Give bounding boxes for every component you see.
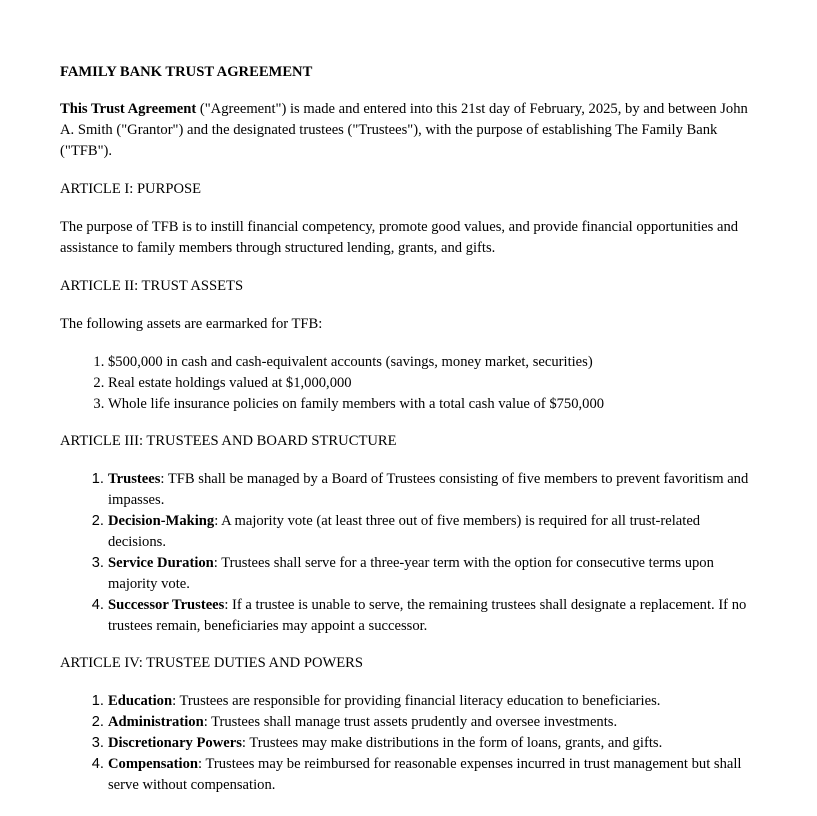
list-item bbox=[108, 553, 757, 595]
list-item: 1. $500,000 in cash and cash-equivalent accounts (savings, money market, securities) bbox=[108, 352, 757, 373]
article-3-heading: ARTICLE III: TRUSTEES AND BOARD STRUCTURE bbox=[60, 433, 397, 449]
list-item bbox=[108, 712, 757, 733]
list-item-text: : TFB shall be managed by a Board of Trustees consisting of five members to prevent favoritism and impasses. bbox=[108, 471, 749, 508]
list-item bbox=[108, 733, 757, 754]
list-item-term: Administration bbox=[108, 714, 204, 730]
board-structure-list bbox=[60, 469, 757, 637]
list-item: 3. Whole life insurance policies on family members with a total cash value of $750,000 bbox=[108, 394, 757, 415]
document-title: FAMILY BANK TRUST AGREEMENT bbox=[60, 64, 313, 80]
list-item-term: Service Duration bbox=[108, 555, 214, 571]
list-item-text: : Trustees may be reimbursed for reasonable expenses incurred in trust management but shall serve without compensation. bbox=[108, 756, 742, 793]
list-item-term: Trustees bbox=[108, 471, 161, 487]
list-item-term: Successor Trustees bbox=[108, 597, 225, 613]
article-1-heading: ARTICLE I: PURPOSE bbox=[60, 181, 202, 197]
duties-powers-list bbox=[60, 691, 757, 796]
article-4-heading: ARTICLE IV: TRUSTEE DUTIES AND POWERS bbox=[60, 655, 364, 671]
list-item-text: : If a trustee is unable to serve, the remaining trustees shall designate a replacement. If no trustees remain, beneficiaries may appoint a successor. bbox=[108, 597, 747, 634]
list-item-text: : Trustees are responsible for providing financial literacy education to beneficiaries. bbox=[172, 693, 661, 709]
intro-paragraph bbox=[60, 99, 757, 162]
article-1-text: The purpose of TFB is to instill financial competency, promote good values, and provide financial opportunities and assistance to family members through structured lending, grants, and gifts. bbox=[60, 219, 739, 256]
intro-lead: This Trust Agreement bbox=[60, 101, 197, 117]
intro-text: ("Agreement") is made and entered into this 21st day of February, 2025, by and between John A. Smith ("Grantor") and the designated trustees ("Trustees"), with the purpose of establishing The Family Bank ("TFB"). bbox=[60, 101, 748, 159]
article-2-heading: ARTICLE II: TRUST ASSETS bbox=[60, 278, 244, 294]
article-2-text: The following assets are earmarked for TFB: bbox=[60, 316, 323, 332]
assets-list bbox=[60, 352, 757, 415]
list-item bbox=[108, 754, 757, 796]
list-item-text: : Trustees shall serve for a three-year term with the option for consecutive terms upon majority vote. bbox=[108, 555, 714, 592]
list-item bbox=[108, 595, 757, 637]
list-item-term: Decision-Making bbox=[108, 513, 215, 529]
list-item-term: Compensation bbox=[108, 756, 199, 772]
list-item-term: Education bbox=[108, 693, 173, 709]
list-item-text: : Trustees may make distributions in the form of loans, grants, and gifts. bbox=[241, 735, 663, 751]
list-item: 2. Real estate holdings valued at $1,000,000 bbox=[108, 373, 757, 394]
list-item bbox=[108, 511, 757, 553]
list-item-text: : Trustees shall manage trust assets prudently and oversee investments. bbox=[203, 714, 618, 730]
list-item bbox=[108, 469, 757, 511]
list-item bbox=[108, 691, 757, 712]
list-item-term: Discretionary Powers bbox=[108, 735, 242, 751]
list-item-text: : A majority vote (at least three out of five members) is required for all trust-related decisions. bbox=[108, 513, 701, 550]
